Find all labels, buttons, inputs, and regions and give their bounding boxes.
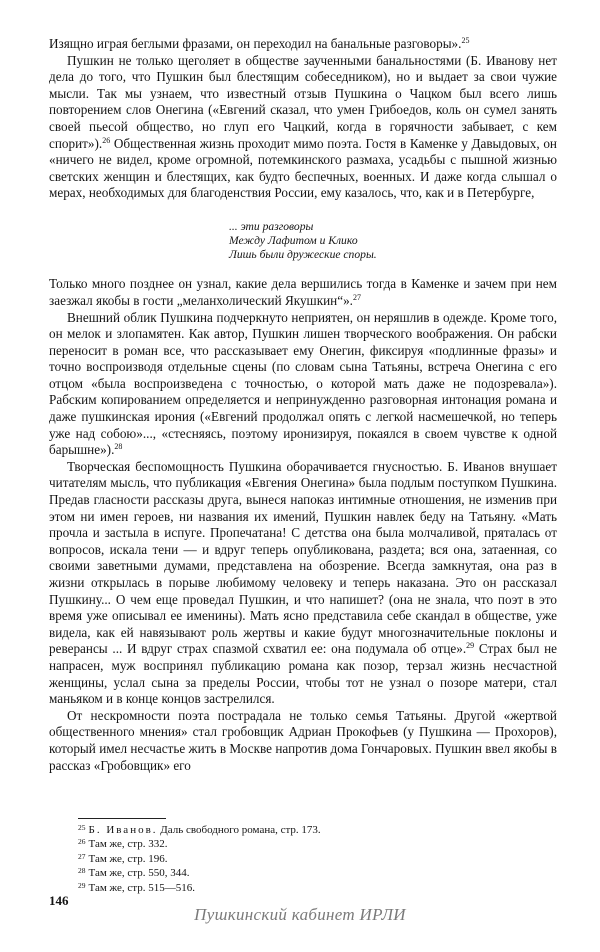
footnote-ref-26[interactable]: 26	[102, 135, 111, 145]
paragraph-4: Внешний облик Пушкина подчеркнуто неприятен, он неряшлив в одежде. Кроме того, он мелок и злопамятен. Как автор, Пушкин лишен творческого воображения. Он рабски переносит в роман все, что рассказывает ему Онегин, фиксируя «подлинные фразы» и точно воспроизводя отдельные сцены (по словам сына Татьяны, встреча Онегина с его отцом «была воспроизведена с точностью, о которой мать даже не подозревала»). Рабским копированием определяется и непринужденно разговорная интонация романа и даже пушкинская ирония («Евгений продолжал опять с легкой насмешечкой, но теперь уже над собою»..., «стесняясь, поэтому иронизируя, покаялся в своем чувстве к одной барышне»).$^{28}$	[49, 309, 557, 458]
verse-line: Между Лафитом и Клико	[229, 233, 358, 247]
watermark: Пушкинский кабинет ИРЛИ	[194, 905, 406, 924]
footnote-divider	[78, 818, 166, 819]
paragraph-6: От нескромности поэта пострадала не только семья Татьяны. Другой «жертвой общественного мнения» стал гробовщик Адриан Прокофьев (у Пушкина — Прохоров), который имел несчастье жить в Москве напротив дома Гончаровых. Пушкин ввел якобы в рассказ «Гробовщик» его	[49, 707, 557, 773]
footnote-28: $^{28}$ Там же, стр. 550, 344.	[78, 866, 190, 880]
verse-line: Лишь были дружеские споры.	[229, 247, 377, 261]
paragraph-3: Только много позднее он узнал, какие дела вершились тогда в Каменке и зачем при нем заезжал якобы в гости „меланхолический Якушкин“».$^{27}$	[49, 276, 557, 308]
footnote-26: $^{26}$ Там же, стр. 332.	[78, 837, 168, 851]
footnote-ref-27[interactable]: 27	[352, 292, 361, 302]
verse-quote	[229, 220, 557, 261]
footnote-25: $^{25}$ Б. Иванов. Даль свободного романа, стр. 173.	[78, 823, 321, 836]
footnote-ref-28[interactable]: 28	[114, 442, 123, 452]
paragraph-2: Пушкин не только щеголяет в обществе заученными банальностями (Б. Иванову нет дела до того, что Пушкин был блестящим собеседником), но и выдает за свои чужие мысли. Так мы узнаем, что известный отзыв Пушкина о Чацком был всего лишь повторением слов Онегина («Евгений сказал, что умен Грибоедов, коль он сумел занять своей пьесой общество, но глуп его Чацкий, когда в горячности забывает, с кем спорит»).$^{26}$ Общественная жизнь проходит мимо поэта. Гостя в Каменке у Давыдовых, он «ничего не видел, кроме огромной, потемкинского размаха, усадьбы с пышной жизнью светских женщин и блестящих, как будто беспечных, военных. И даже когда слышал о мерах, необходимых для благоденствия России, ему казалось, что, как и в Петербурге,	[49, 52, 557, 201]
page-body	[49, 36, 557, 774]
verse-line: ... эти разговоры	[229, 219, 314, 233]
page-number: 146	[49, 893, 69, 908]
paragraph-1: Изящно играя беглыми фразами, он переходил на банальные разговоры».$^{25}$	[49, 36, 470, 51]
footnote-ref-29[interactable]: 29	[466, 641, 475, 651]
footnote-ref-25[interactable]: 25	[461, 36, 470, 45]
paragraph-5: Творческая беспомощность Пушкина оборачивается гнусностью. Б. Иванов внушает читателям мысль, что публикация «Евгения Онегина» была подлым поступком Пушкина. Предав гласности рассказы друга, вынеся напоказ интимные отношения, не изменив при этом ни имен героев, ни названия их имений, Пушкин навлек беду на Татьяну. «Мать прочла и застыла в испуге. Пропечатана! С детства она была молчаливой, пряталась от вопросов, искала тени — и вдруг теперь опубликована, раздета; вся она, затаенная, со своими заветными думами, представлена на обозрение. Всегда замкнутая, она раз в жизни открылась в порыве любимому человеку и теперь наказана. Это он рассказал Пушкину... О чем еще проведал Пушкин, и что напишет? (она не знала, что поэт в это время уже описывал ее именины). Мать ясно представила себе скандал в обществе, уже видела, как ей навязывают роль жертвы и какие будут многозначительные поклоны и реверансы ... И вдруг страх спазмой схватил ее: она подумала об отце».$^{29}$ Страх был не напрасен, муж воспринял публикацию романа как позор, терзал жизнь несчастной женщины, услал сына за пределы России, чтобы тот не узнал о позоре матери, стал маньяком и в конце концов застрелился.	[49, 458, 557, 707]
footnotes	[78, 822, 478, 894]
footnote-29: $^{29}$ Там же, стр. 515—516.	[78, 880, 195, 894]
footnote-27: $^{27}$ Там же, стр. 196.	[78, 851, 168, 865]
